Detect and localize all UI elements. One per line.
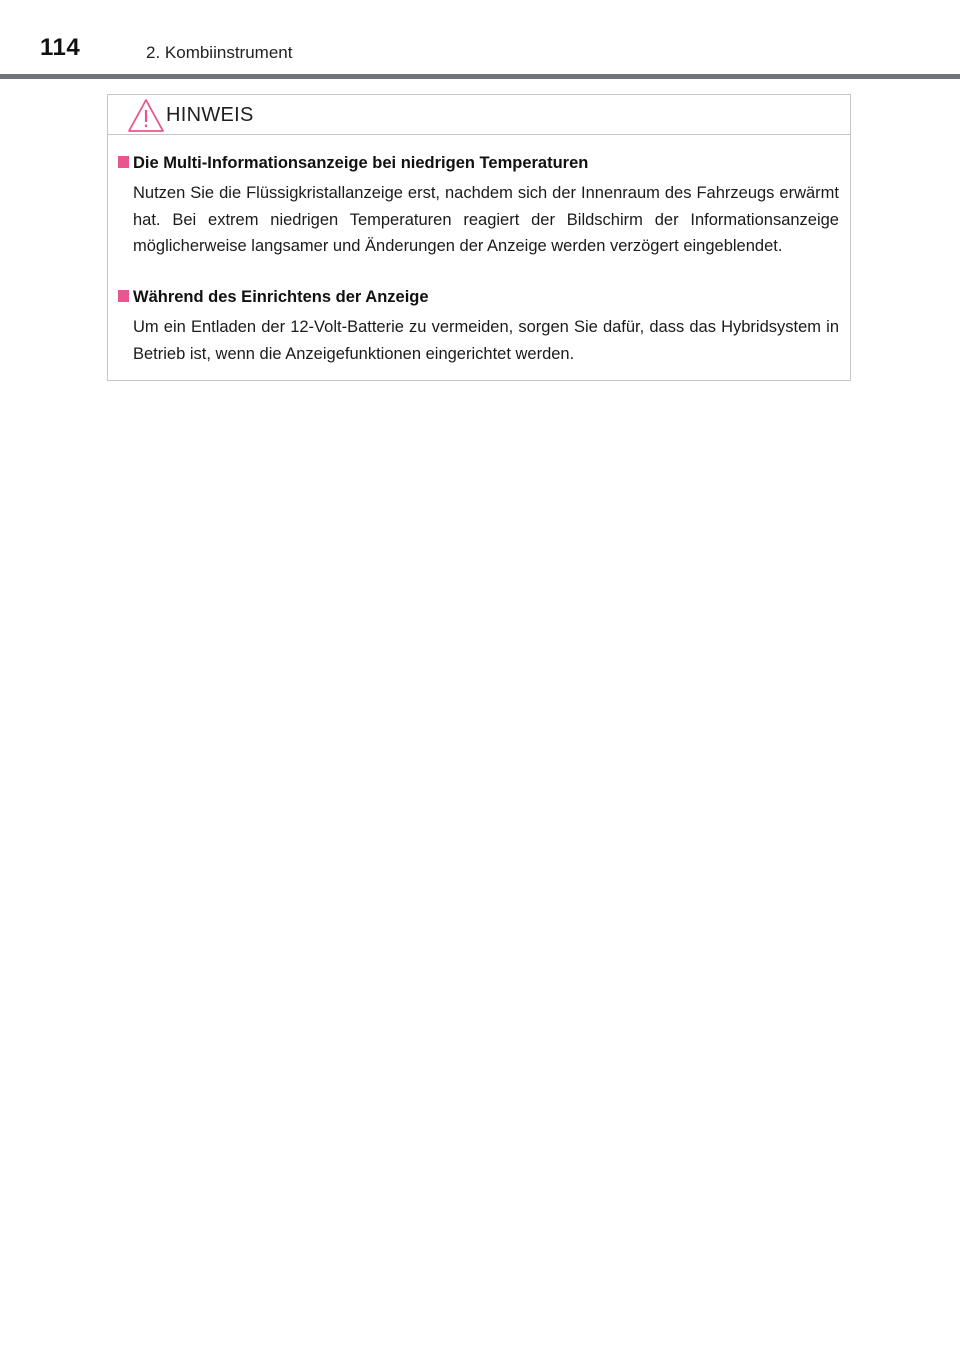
- item-text: Nutzen Sie die Flüssigkristallanzeige erst, nachdem sich der Innenraum des Fahrzeugs erwärmt hat. Bei extrem niedrigen Temperaturen reagiert der Bildschirm der Informationsanzeige möglicherweise langsamer und Änderungen der Anzeige werden verzögert eingeblendet.: [133, 184, 839, 255]
- item-heading: Während des Einrichtens der Anzeige: [133, 288, 429, 306]
- warning-triangle-icon: [126, 98, 166, 134]
- page-header: [0, 0, 960, 80]
- section-title: 2. Kombiinstrument: [146, 43, 293, 62]
- notice-header: [108, 95, 850, 135]
- square-bullet-icon: [118, 156, 129, 168]
- page-number: 114: [40, 34, 81, 61]
- notice-box: [107, 94, 851, 381]
- notice-label: HINWEIS: [166, 104, 254, 126]
- item-heading: Die Multi-Informationsanzeige bei niedrigen Temperaturen: [133, 154, 589, 172]
- item-text: Um ein Entladen der 12-Volt-Batterie zu vermeiden, sorgen Sie dafür, dass das Hybridsystem in Betrieb ist, wenn die Anzeigefunktionen eingerichtet werden.: [133, 318, 839, 363]
- square-bullet-icon: [118, 290, 129, 302]
- header-divider: [0, 74, 960, 79]
